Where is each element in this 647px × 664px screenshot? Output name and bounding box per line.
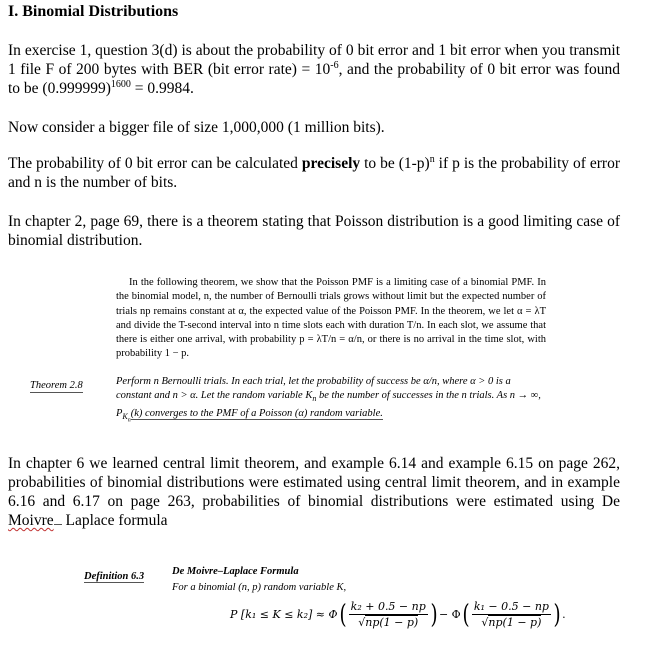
paragraph-bigger-file: Now consider a bigger file of size 1,000,000 (1 million bits). <box>8 119 385 136</box>
bold-precisely: precisely <box>301 155 361 172</box>
paragraph-central-limit <box>8 454 620 530</box>
paragraph-probability-text-a: The probability of 0 bit error can be calculated <box>8 155 302 172</box>
misspelled-moivre: Moivre <box>8 512 54 529</box>
formula-minus-phi: − Φ <box>438 608 461 621</box>
theorem-label <box>30 375 83 393</box>
paragraph-exercise-text-c: = 0.9984. <box>130 80 194 97</box>
paragraph-exercise <box>8 41 620 98</box>
formula-lhs: P [k₁ ≤ K ≤ k₂] ≈ Φ <box>230 608 338 621</box>
close-paren-2: ) <box>553 599 561 630</box>
paragraph-exercise-text-b: , and the probability of 0 bit error was found to be (0.999999) <box>8 61 620 97</box>
paragraph-central-limit-text-b: Laplace formula <box>61 512 168 529</box>
theorem-text <box>116 375 548 428</box>
definition-title: De Moivre–Laplace Formula <box>172 566 299 577</box>
paragraph-exercise-text-a: In exercise 1, question 3(d) is about the probability of 0 bit error and 1 bit error when you transmit 1 file F of 200 bytes with BER (bit error rate) = 10 <box>8 42 620 78</box>
definition-label <box>84 566 144 584</box>
fraction-2-radicand: np(1 − p) <box>488 616 542 629</box>
exponent-1600: 1600 <box>110 78 131 90</box>
fraction-1-numerator: k₂ + 0.5 − np <box>350 600 426 613</box>
exponent-ber: -6 <box>330 59 339 71</box>
formula-period: . <box>562 608 566 621</box>
theorem-sub-k-text: K <box>122 411 128 421</box>
fraction-1-radicand: np(1 − p) <box>365 616 419 629</box>
paragraph-probability <box>8 154 620 192</box>
textbook-excerpt-intro: In the following theorem, we show that the Poisson PMF is a limiting case of a binomial PMF. In the binomial model, n, the number of Bernoulli trials grows without limit but the expected number of trials np remains constant at α, the expected value of the Poisson PMF. In the theorem, we let α = λT and divide the T-second interval into n time slots each with duration T/n. In each slot, we assume that there is either one arrival, with probability p = λT/n = α/n, or there is no arrival in the time slot, with probability 1 − p. <box>116 277 546 360</box>
theorem-label-text: Theorem 2.8 <box>30 380 83 391</box>
fraction-2 <box>472 600 551 629</box>
fraction-2-denominator: √np(1 − p) <box>481 616 542 629</box>
fraction-2-numerator: k₁ − 0.5 − np <box>473 600 549 613</box>
open-paren-2: ( <box>462 599 470 630</box>
close-paren-1: ) <box>430 599 438 630</box>
theorem-text-b: be the number of successes in the n trials. As n → ∞, P <box>116 390 541 419</box>
paragraph-poisson: In chapter 2, page 69, there is a theorem stating that Poisson distribution is a good limiting case of binomial distribution. <box>8 213 620 249</box>
fraction-1 <box>349 600 428 629</box>
paragraph-probability-text-c: if p is the probability of error and n is the number of bits. <box>8 155 620 191</box>
de-moivre-laplace-formula <box>230 600 566 629</box>
paragraph-probability-text-b: to be (1-p) <box>360 155 430 172</box>
theorem-sub-kn: n <box>127 417 131 424</box>
theorem-text-a: Perform n Bernoulli trials. In each trial, let the probability of success be α/n, where α > 0 is a constant and n > α. Let the random variable K <box>116 376 511 402</box>
theorem-sub-n: n <box>312 394 317 404</box>
section-heading: I. Binomial Distributions <box>8 3 179 20</box>
paragraph-central-limit-text-a: In chapter 6 we learned central limit theorem, and example 6.14 and example 6.15 on page 262, probabilities of binomial distributions were estimated using central limit theorem, and in example 6.16 and 6.17 on page 263, probabilities of binomial distributions were estimated using De <box>8 455 620 510</box>
exponent-n: n <box>429 153 435 165</box>
underscore-gap <box>54 523 62 525</box>
definition-text: For a binomial (n, p) random variable K, <box>172 582 347 593</box>
open-paren-1: ( <box>339 599 347 630</box>
definition-label-text: Definition 6.3 <box>84 571 145 582</box>
theorem-text-c: (k) converges to the PMF of a Poisson (α) random variable. <box>130 407 383 419</box>
fraction-1-denominator: √np(1 − p) <box>358 616 419 629</box>
theorem-sub-k <box>122 411 131 424</box>
